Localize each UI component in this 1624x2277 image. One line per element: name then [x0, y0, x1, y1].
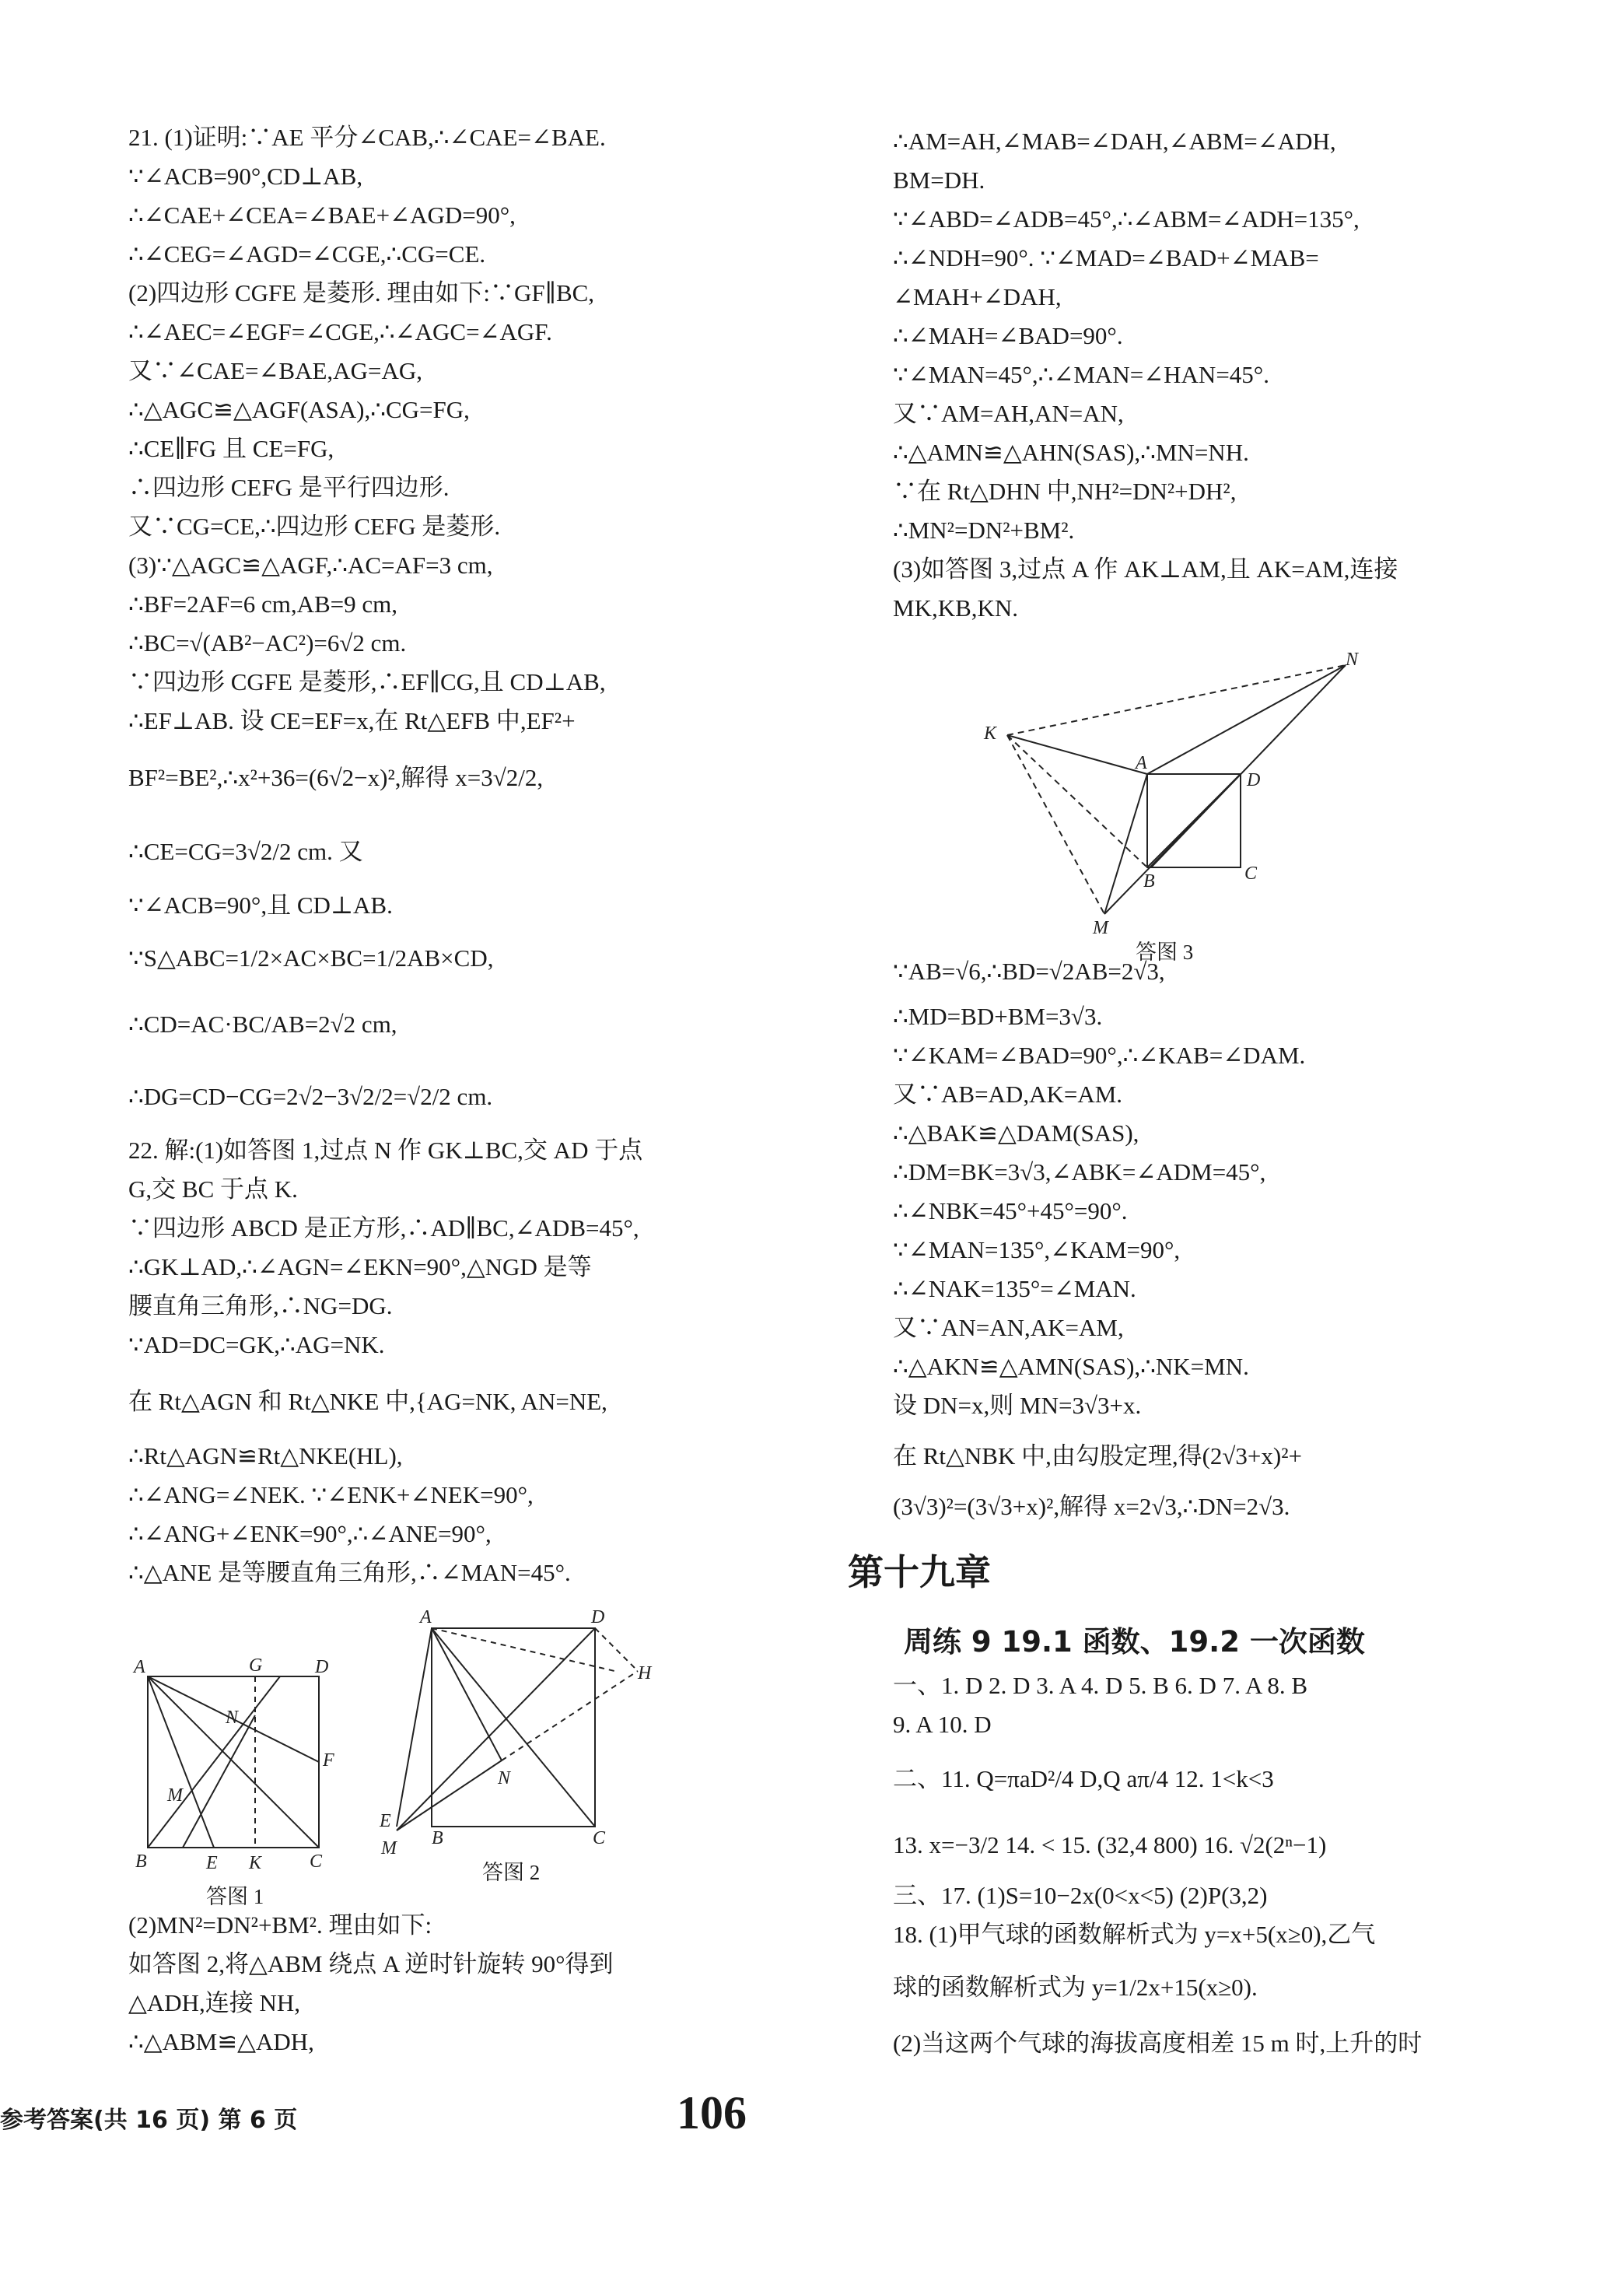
fig3-label-D: D — [1247, 770, 1261, 790]
right-text-line: ∵∠MAN=135°,∠KAM=90°, — [893, 1236, 1181, 1263]
right-text-line: ∴∠NDH=90°. ∵∠MAD=∠BAD+∠MAB= — [893, 244, 1319, 271]
right-text-line: ∴MD=BD+BM=3√3. — [893, 1003, 1103, 1030]
fig1-label-A: A — [134, 1657, 145, 1677]
right-text-line: ∴△AKN≌△AMN(SAS),∴NK=MN. — [893, 1353, 1249, 1380]
left-text-line: ∴四边形 CEFG 是平行四边形. — [128, 474, 450, 501]
figure-2 — [366, 1601, 661, 1858]
right-text-line: ∴△BAK≌△DAM(SAS), — [893, 1119, 1139, 1147]
left-text-line: ∵四边形 ABCD 是正方形,∴AD∥BC,∠ADB=45°, — [128, 1214, 639, 1242]
fig1-label-D: D — [315, 1657, 329, 1677]
section-title: 周练 9 19.1 函数、19.2 一次函数 — [904, 1625, 1365, 1659]
fig1-label-C: C — [310, 1851, 323, 1872]
right-text-line: 又∵AB=AD,AK=AM. — [893, 1081, 1123, 1108]
fig3-label-K: K — [984, 723, 997, 744]
right-text-line: 二、11. Q=πaD²/4 D,Q aπ/4 12. 1<k<3 — [893, 1765, 1274, 1792]
fig3-label-N: N — [1346, 650, 1359, 670]
fig2-label-N: N — [498, 1768, 511, 1788]
fig2-label-H: H — [638, 1663, 652, 1683]
fig3-label-B: B — [1143, 871, 1155, 892]
left-text-line: 又∵CG=CE,∴四边形 CEFG 是菱形. — [128, 513, 501, 540]
page-number: 106 — [677, 2087, 747, 2139]
fig1-caption: 答图 1 — [206, 1885, 264, 1908]
left-text-line: ∴GK⊥AD,∴∠AGN=∠EKN=90°,△NGD 是等 — [128, 1253, 592, 1280]
left-text-line: ∵∠ACB=90°,且 CD⊥AB. — [128, 892, 393, 919]
right-text-line: 13. x=−3/2 14. < 15. (32,4 800) 16. √2(2ⁿ−1) — [893, 1831, 1327, 1858]
left-text-line: ∴CE∥FG 且 CE=FG, — [128, 435, 334, 462]
left-text-line: ∴BC=√(AB²−AC²)=6√2 cm. — [128, 629, 407, 657]
left-text-line: ∴∠ANG+∠ENK=90°,∴∠ANE=90°, — [128, 1520, 492, 1547]
left-text-line: ∴CE=CG=3√2/2 cm. 又 — [128, 838, 363, 865]
fig2-caption: 答图 2 — [482, 1861, 541, 1884]
right-text-line: 18. (1)甲气球的函数解析式为 y=x+5(x≥0),乙气 — [893, 1921, 1376, 1948]
right-text-line: ∵AB=√6,∴BD=√2AB=2√3, — [893, 958, 1165, 985]
fig2-label-M: M — [381, 1838, 397, 1858]
right-text-line: 设 DN=x,则 MN=3√3+x. — [893, 1392, 1142, 1419]
fig1-label-G: G — [249, 1655, 263, 1676]
right-text-line: ∵∠MAN=45°,∴∠MAN=∠HAN=45°. — [893, 361, 1269, 388]
fig2-label-A: A — [420, 1607, 432, 1627]
right-text-line: ∴∠MAH=∠BAD=90°. — [893, 322, 1123, 349]
left-text-line: ∴△ABM≌△ADH, — [128, 2028, 314, 2055]
fig1-label-F: F — [323, 1750, 334, 1771]
left-text-line: G,交 BC 于点 K. — [128, 1175, 298, 1203]
fig3-label-M: M — [1093, 918, 1108, 937]
left-text-line: BF²=BE²,∴x²+36=(6√2−x)²,解得 x=3√2/2, — [128, 764, 544, 791]
left-text-line: 又∵∠CAE=∠BAE,AG=AG, — [128, 357, 422, 384]
right-text-line: 9. A 10. D — [893, 1711, 992, 1738]
right-text-line: ∵在 Rt△DHN 中,NH²=DN²+DH², — [893, 478, 1237, 505]
left-text-line: 21. (1)证明:∵AE 平分∠CAB,∴∠CAE=∠BAE. — [128, 124, 606, 151]
left-text-line: ∴∠ANG=∠NEK. ∵∠ENK+∠NEK=90°, — [128, 1481, 534, 1508]
left-text-line: ∵∠ACB=90°,CD⊥AB, — [128, 163, 363, 190]
left-text-line: ∴△ANE 是等腰直角三角形,∴∠MAN=45°. — [128, 1559, 571, 1586]
figure-3 — [976, 650, 1381, 937]
left-text-line: ∴BF=2AF=6 cm,AB=9 cm, — [128, 590, 398, 618]
left-text-line: ∴DG=CD−CG=2√2−3√2/2=√2/2 cm. — [128, 1083, 493, 1110]
right-text-line: 一、1. D 2. D 3. A 4. D 5. B 6. D 7. A 8. B — [893, 1672, 1308, 1699]
left-text-line: ∴∠AEC=∠EGF=∠CGE,∴∠AGC=∠AGF. — [128, 318, 552, 345]
right-text-line: 三、17. (1)S=10−2x(0<x<5) (2)P(3,2) — [893, 1882, 1268, 1909]
left-text-line: (2)MN²=DN²+BM². 理由如下: — [128, 1911, 432, 1939]
left-text-line: ∵AD=DC=GK,∴AG=NK. — [128, 1331, 385, 1358]
left-text-line: △ADH,连接 NH, — [128, 1989, 301, 2016]
right-text-line: 又∵AN=AN,AK=AM, — [893, 1314, 1124, 1341]
left-text-line: ∴CD=AC·BC/AB=2√2 cm, — [128, 1011, 397, 1038]
left-text-line: 22. 解:(1)如答图 1,过点 N 作 GK⊥BC,交 AD 于点 — [128, 1137, 643, 1164]
fig1-label-B: B — [135, 1851, 147, 1872]
left-text-line: 如答图 2,将△ABM 绕点 A 逆时针旋转 90°得到 — [128, 1950, 614, 1977]
fig2-label-B: B — [432, 1828, 443, 1848]
right-text-line: 在 Rt△NBK 中,由勾股定理,得(2√3+x)²+ — [893, 1442, 1303, 1470]
left-text-line: ∴∠CEG=∠AGD=∠CGE,∴CG=CE. — [128, 240, 486, 268]
left-text-line: ∵四边形 CGFE 是菱形,∴EF∥CG,且 CD⊥AB, — [128, 668, 606, 695]
right-text-line: ∴AM=AH,∠MAB=∠DAH,∠ABM=∠ADH, — [893, 128, 1336, 155]
fig3-label-A: A — [1136, 753, 1147, 773]
left-text-line: 在 Rt△AGN 和 Rt△NKE 中,{AG=NK, AN=NE, — [128, 1388, 607, 1415]
fig2-label-D: D — [591, 1607, 605, 1627]
left-text-line: (3)∵△AGC≌△AGF,∴AC=AF=3 cm, — [128, 552, 493, 579]
left-text-line: ∴∠CAE+∠CEA=∠BAE+∠AGD=90°, — [128, 201, 516, 229]
right-text-line: ∴△AMN≌△AHN(SAS),∴MN=NH. — [893, 439, 1249, 466]
right-text-line: ∵∠ABD=∠ADB=45°,∴∠ABM=∠ADH=135°, — [893, 205, 1360, 233]
left-text-line: ∵S△ABC=1/2×AC×BC=1/2AB×CD, — [128, 944, 494, 972]
right-text-line: ∴MN²=DN²+BM². — [893, 517, 1075, 544]
left-text-line: 腰直角三角形,∴NG=DG. — [128, 1292, 393, 1319]
right-text-line: (3)如答图 3,过点 A 作 AK⊥AM,且 AK=AM,连接 — [893, 555, 1398, 583]
left-text-line: ∴Rt△AGN≌Rt△NKE(HL), — [128, 1442, 403, 1470]
figure-1 — [124, 1649, 350, 1883]
left-text-line: (2)四边形 CGFE 是菱形. 理由如下:∵GF∥BC, — [128, 279, 595, 307]
fig1-label-E: E — [206, 1853, 218, 1873]
right-text-line: ∴∠NBK=45°+45°=90°. — [893, 1197, 1128, 1224]
left-text-line: ∴△AGC≌△AGF(ASA),∴CG=FG, — [128, 396, 470, 423]
right-text-line: 又∵AM=AH,AN=AN, — [893, 400, 1124, 427]
right-text-line: (2)当这两个气球的海拔高度相差 15 m 时,上升的时 — [893, 2030, 1423, 2057]
footer-page-info: 参考答案(共 16 页) 第 6 页 — [0, 2107, 298, 2134]
fig1-label-N: N — [226, 1708, 239, 1728]
chapter-title: 第十九章 — [848, 1551, 991, 1593]
right-text-line: ∵∠KAM=∠BAD=90°,∴∠KAB=∠DAM. — [893, 1042, 1306, 1069]
right-text-line: (3√3)²=(3√3+x)²,解得 x=2√3,∴DN=2√3. — [893, 1493, 1290, 1520]
right-text-line: ∠MAH+∠DAH, — [893, 283, 1062, 310]
left-text-line: ∴EF⊥AB. 设 CE=EF=x,在 Rt△EFB 中,EF²+ — [128, 707, 576, 734]
fig3-caption: 答图 3 — [1136, 941, 1194, 964]
right-text-line: 球的函数解析式为 y=1/2x+15(x≥0). — [893, 1974, 1258, 2001]
fig2-label-C: C — [593, 1828, 606, 1848]
fig1-label-K: K — [249, 1853, 262, 1873]
fig2-label-E: E — [380, 1811, 391, 1831]
right-text-line: BM=DH. — [893, 166, 985, 194]
right-text-line: MK,KB,KN. — [893, 594, 1019, 622]
fig1-label-M: M — [167, 1785, 183, 1806]
fig3-label-C: C — [1244, 864, 1258, 884]
right-text-line: ∴DM=BK=3√3,∠ABK=∠ADM=45°, — [893, 1158, 1266, 1186]
right-text-line: ∴∠NAK=135°=∠MAN. — [893, 1275, 1136, 1302]
